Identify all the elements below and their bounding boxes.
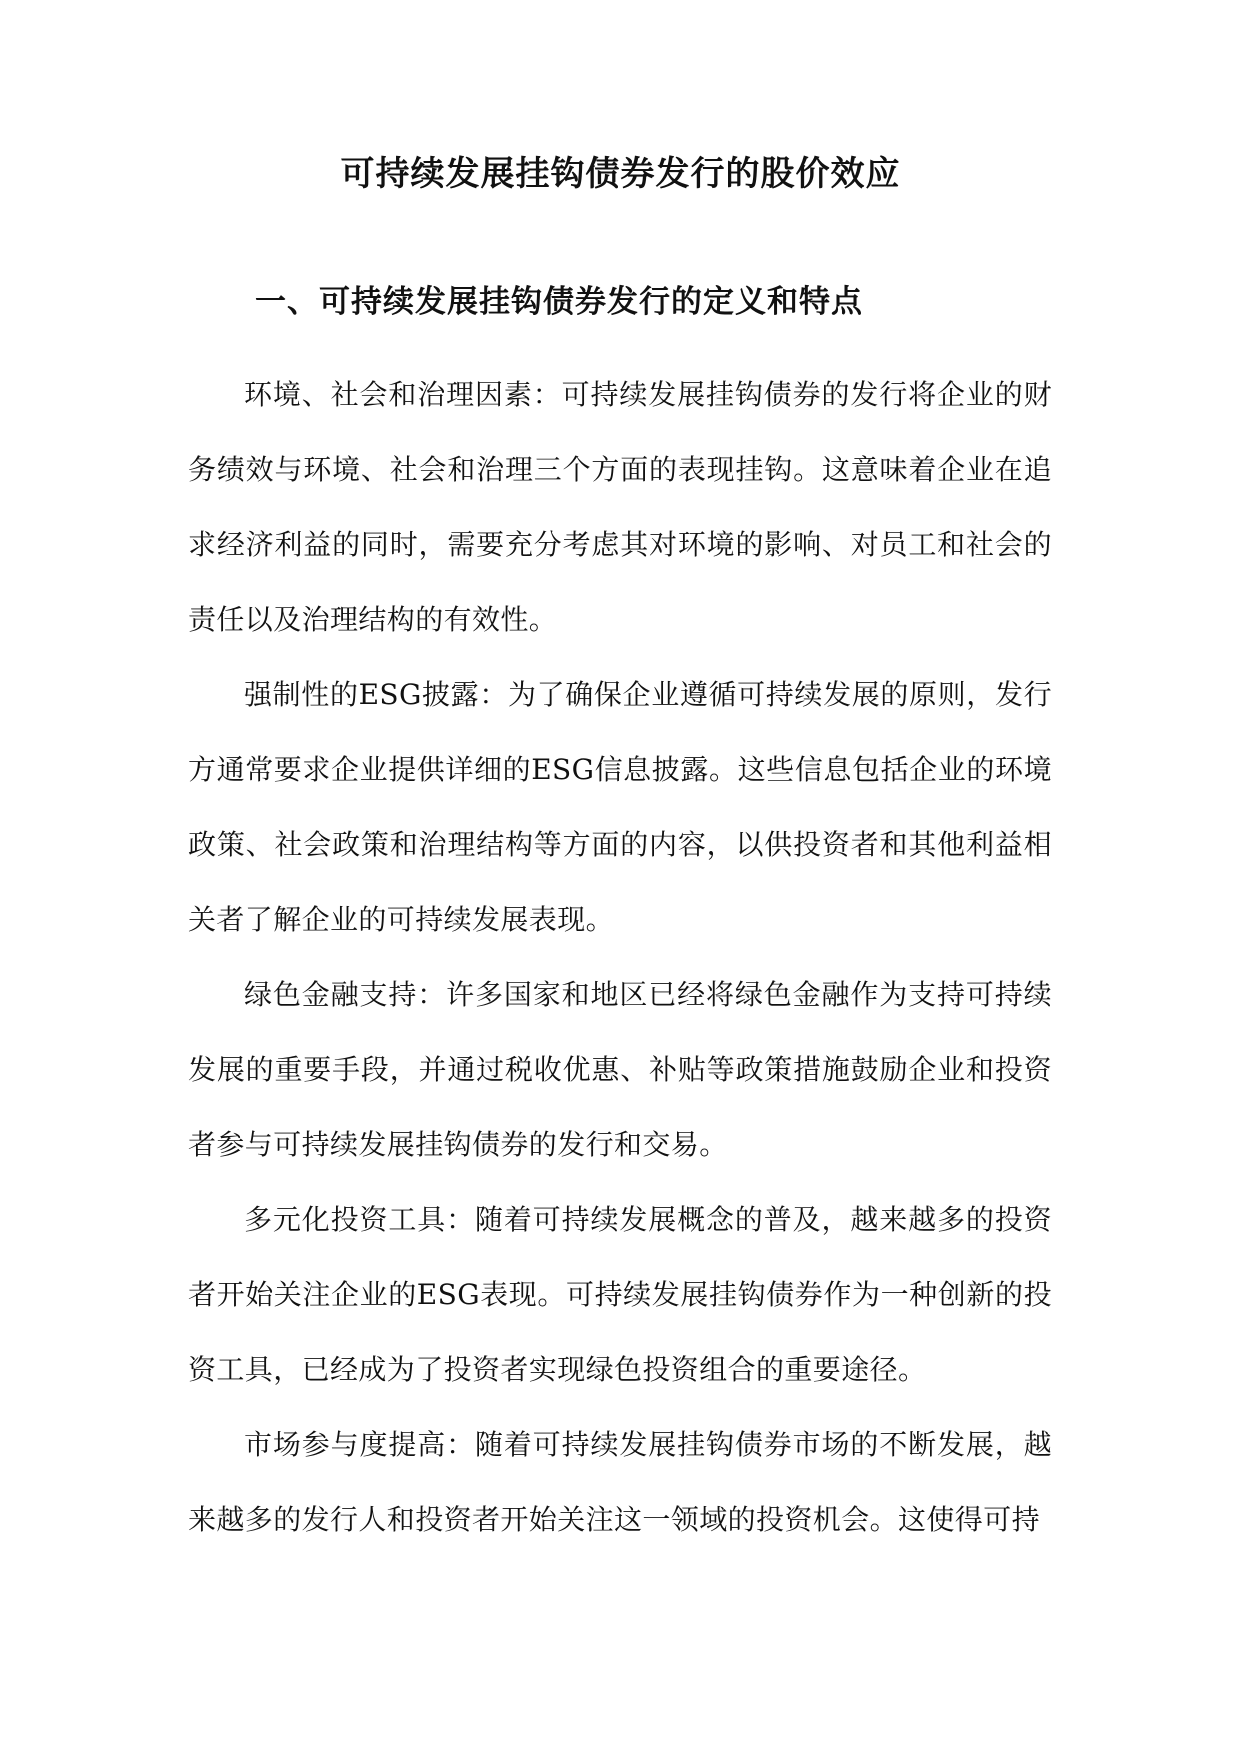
paragraph-market-participation: 市场参与度提高：随着可持续发展挂钩债券市场的不断发展，越来越多的发行人和投资者开始关注这一领域的投资机会。这使得可持	[188, 1428, 1052, 1536]
paragraph-investment-tools: 多元化投资工具：随着可持续发展概念的普及，越来越多的投资者开始关注企业的ESG表现。可持续发展挂钩债券作为一种创新的投资工具，已经成为了投资者实现绿色投资组合的重要途径。	[188, 1203, 1052, 1386]
document-body	[188, 357, 1052, 1557]
paragraph-esg-factors: 环境、社会和治理因素：可持续发展挂钩债券的发行将企业的财务绩效与环境、社会和治理三个方面的表现挂钩。这意味着企业在追求经济利益的同时，需要充分考虑其对环境的影响、对员工和社会的责任以及治理结构的有效性。	[188, 378, 1052, 636]
section-heading: 一、可持续发展挂钩债券发行的定义和特点	[255, 284, 863, 320]
paragraph-green-finance: 绿色金融支持：许多国家和地区已经将绿色金融作为支持可持续发展的重要手段，并通过税收优惠、补贴等政策措施鼓励企业和投资者参与可持续发展挂钩债券的发行和交易。	[188, 978, 1052, 1161]
paragraph-esg-disclosure: 强制性的ESG披露：为了确保企业遵循可持续发展的原则，发行方通常要求企业提供详细的ESG信息披露。这些信息包括企业的环境政策、社会政策和治理结构等方面的内容，以供投资者和其他利益相关者了解企业的可持续发展表现。	[188, 678, 1052, 936]
page-title: 可持续发展挂钩债券发行的股价效应	[340, 154, 901, 194]
